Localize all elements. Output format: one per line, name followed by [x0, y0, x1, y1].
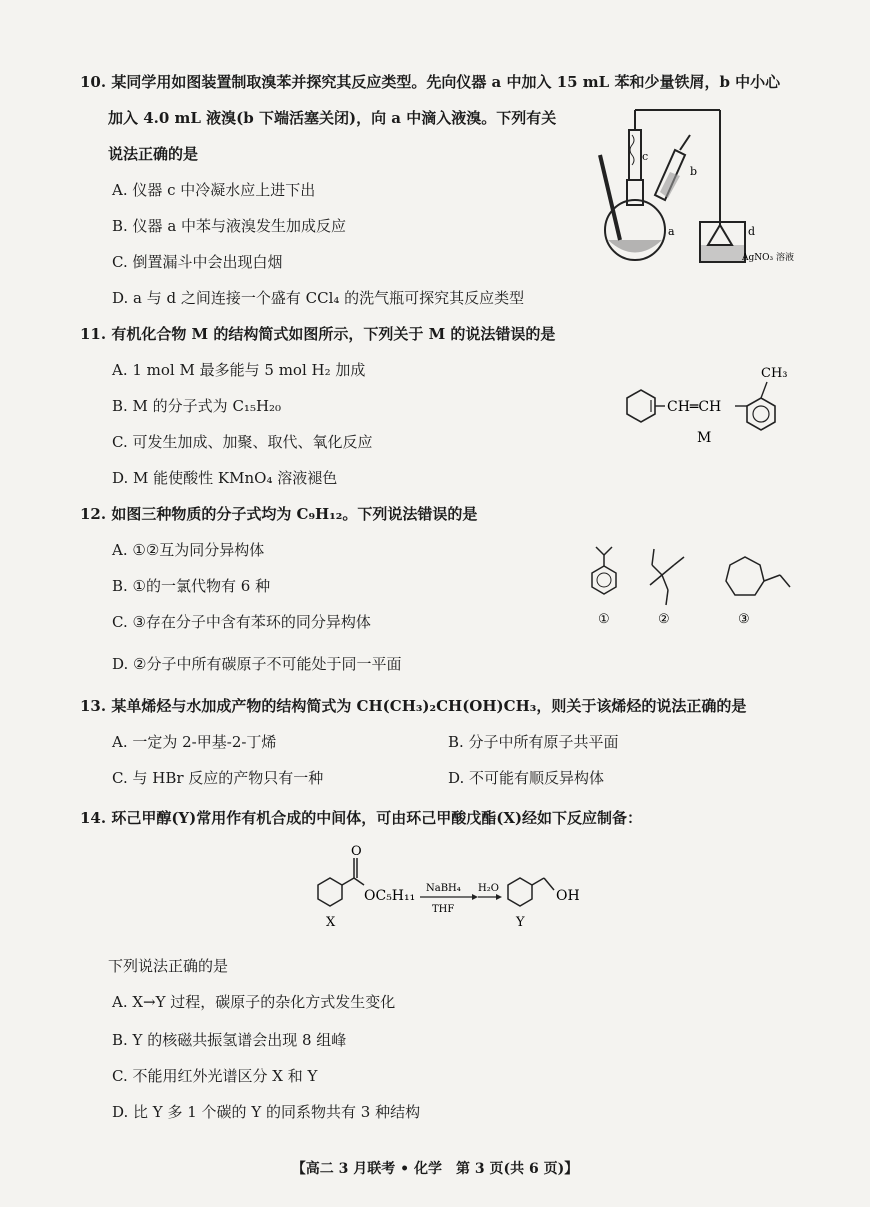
q14-label-x: X: [326, 915, 336, 930]
q10-option-c: C. 倒置漏斗中会出现白烟: [112, 253, 283, 271]
q14-label-o: O: [351, 844, 362, 859]
q11-option-d: D. M 能使酸性 KMnO₄ 溶液褪色: [112, 469, 338, 487]
q12-stem: 12. 如图三种物质的分子式均为 C₉H₁₂。下列说法错误的是: [80, 505, 478, 523]
q10-label-agno3: AgNO₃ 溶液: [742, 253, 794, 263]
q14-option-c: C. 不能用红外光谱区分 X 和 Y: [112, 1067, 318, 1085]
q10-label-c: c: [642, 150, 649, 163]
q12-option-d: D. ②分子中所有碳原子不可能处于同一平面: [112, 655, 402, 673]
q14-reaction-scheme: [300, 840, 600, 935]
q10-option-d: D. a 与 d 之间连接一个盛有 CCl₄ 的洗气瓶可探究其反应类型: [112, 289, 525, 307]
q12-option-c: C. ③存在分子中含有苯环的同分异构体: [112, 613, 371, 631]
q13-option-c: C. 与 HBr 反应的产物只有一种: [112, 769, 324, 787]
q13-option-a: A. 一定为 2-甲基-2-丁烯: [112, 733, 277, 751]
q11-option-c: C. 可发生加成、加聚、取代、氧化反应: [112, 433, 373, 451]
q11-chain-label: CH═CH: [667, 399, 722, 415]
q14-option-d: D. 比 Y 多 1 个碳的 Y 的同系物共有 3 种结构: [112, 1103, 421, 1121]
q10-label-d: d: [748, 225, 756, 238]
q13-option-b: B. 分子中所有原子共平面: [448, 733, 619, 751]
q12-label-1: ①: [598, 612, 610, 627]
q14-stem: 14. 环己甲醇(Y)常用作有机合成的中间体，可由环己甲酸戊酯(X)经如下反应制备：: [80, 809, 643, 827]
q10-stem-line2: 加入 4.0 mL 液溴(b 下端活塞关闭)，向 a 中滴入液溴。下列有关: [108, 109, 557, 127]
q11-ch3-label: CH₃: [761, 366, 788, 381]
q10-option-b: B. 仪器 a 中苯与液溴发生加成反应: [112, 217, 347, 235]
q10-stem-line3: 说法正确的是: [108, 145, 199, 163]
q11-molecule-m: [615, 360, 815, 455]
page-footer: 【高二 3 月联考 • 化学 第 3 页(共 6 页)】: [291, 1161, 579, 1177]
q14-label-y: Y: [516, 915, 525, 930]
q14-option-a: A. X→Y 过程，碳原子的杂化方式发生变化: [112, 993, 396, 1011]
q12-structures-figure: [570, 535, 800, 630]
q12-option-a: A. ①②互为同分异构体: [112, 541, 265, 559]
q14-sub-stem: 下列说法正确的是: [108, 957, 229, 975]
q14-option-b: B. Y 的核磁共振氢谱会出现 8 组峰: [112, 1031, 347, 1049]
q14-reagent-h2o: H₂O: [478, 883, 499, 894]
q10-stem-line1: 10. 某同学用如图装置制取溴苯并探究其反应类型。先向仪器 a 中加入 15 mL 苯和少量铁屑，b 中小心: [80, 73, 781, 91]
q13-option-d: D. 不可能有顺反异构体: [448, 769, 605, 787]
q12-label-2: ②: [658, 612, 670, 627]
q11-stem: 11. 有机化合物 M 的结构简式如图所示，下列关于 M 的说法错误的是: [80, 325, 556, 343]
q13-stem: 13. 某单烯烃与水加成产物的结构简式为 CH(CH₃)₂CH(OH)CH₃，则关于该烯烃的说法正确的是: [80, 697, 747, 715]
q10-option-a: A. 仪器 c 中冷凝水应上进下出: [112, 181, 316, 199]
q14-label-ester: OC₅H₁₁: [364, 888, 416, 904]
q10-label-a: a: [668, 225, 675, 238]
q11-name-label: M: [697, 430, 712, 446]
q12-option-b: B. ①的一氯代物有 6 种: [112, 577, 271, 595]
q14-label-oh: OH: [556, 888, 580, 904]
q12-label-3: ③: [738, 612, 750, 627]
q11-option-b: B. M 的分子式为 C₁₅H₂₀: [112, 397, 282, 415]
q10-apparatus-figure: [580, 100, 810, 275]
q14-reagent-thf: THF: [432, 904, 455, 915]
q11-option-a: A. 1 mol M 最多能与 5 mol H₂ 加成: [112, 361, 366, 379]
q10-label-b: b: [690, 165, 698, 178]
q14-reagent-nabh4: NaBH₄: [426, 883, 461, 894]
